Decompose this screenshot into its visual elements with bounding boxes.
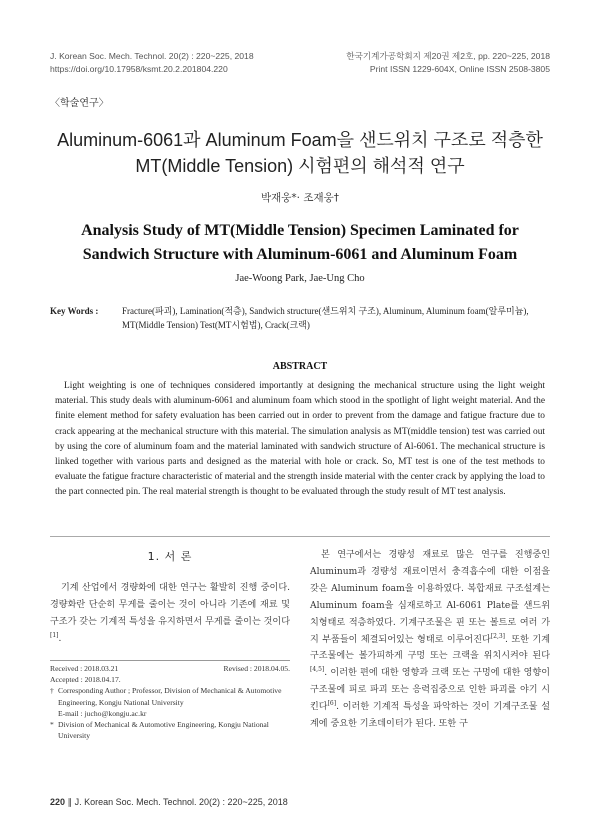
english-title-line2: Sandwich Structure with Aluminum-6061 and Aluminum Foam <box>82 246 518 263</box>
section-title: 1. 서 론 <box>147 550 193 563</box>
korean-authors: 박재웅*· 조재웅† <box>260 192 340 204</box>
footer-journal: J. Korean Soc. Mech. Technol. 20(2) : 220~225, 2018 <box>74 797 288 807</box>
right-text-1: 본 연구에서는 경량성 재료로 많은 연구를 진행중인 Aluminum과 경량성 재료이면서 충격흡수에 대한 이점을 갖은 Aluminum foam을 이용하였다. 복합재료 구조설계는 Aluminum foam을 심재로하고 Al-6061 Plate를 샌드위치형태로 적층하였다. 기계구조물은 핀 또는 볼트로 여러 가지 부품들이 체결되어있는 형태로 이루어진다 <box>310 550 550 645</box>
citation-ref-3: [6] <box>327 700 337 708</box>
email-address[interactable]: E-mail : jucho@kongju.ac.kr <box>58 708 147 718</box>
english-title-line1: Analysis Study of MT(Middle Tension) Specimen Laminated for <box>81 222 519 239</box>
running-header-left <box>50 50 254 76</box>
header-doi[interactable]: https://doi.org/10.17958/ksmt.20.2.201804.220 <box>50 64 228 74</box>
left-column <box>50 547 290 648</box>
revised-date: Revised : 2018.04.05. <box>223 664 290 673</box>
citation-ref-2: [4,5] <box>310 666 325 674</box>
section-divider <box>50 536 550 537</box>
keywords-text: Fracture(파괴), Lamination(적층), Sandwich structure(샌드위치 구조), Aluminum, Aluminum foam(알루미늄), MT(Middle Tension) Test(MT시험법), Crack(크랙) <box>122 306 529 330</box>
page-footer <box>50 797 288 808</box>
accepted-date: Accepted : 2018.04.17. <box>50 675 121 685</box>
intro-text: 기계 산업에서 경량화에 대한 연구는 활발히 진행 중이다. 경량화란 단순히 무게를 줄이는 것이 아니라 기존에 재료 및 구조가 갖는 기계적 특성을 유지하면서 무게를 줄이는 것이다 <box>50 582 290 627</box>
dagger-symbol: † <box>50 686 54 696</box>
citation-ref: [1] <box>50 631 59 639</box>
header-korean-citation: 한국기계가공학회지 제20권 제2호, pp. 220~225, 2018 <box>346 51 550 61</box>
keywords-label: Key Words : <box>50 306 99 316</box>
abstract-text: Light weighting is one of techniques considered importantly at designing the mechanical structure using the light weight material. This study deals with aluminum-6061 and aluminum foam which stood in the spotlight of light weight material. And the finite element method for safety evaluation has been carried out in order to prevent from the damage and fatigue fracture due to crack appearing at the mechanical structure with this material. The simulation analysis as MT(middle tension) test was carried out by using the core of aluminum foam and the material laminated with sandwich structure of Al-6061. The mechanical structure is linked together with various parts and designed as the material with hole or crack. So, MT test is one of the test methods to evaluate the fatigue fracture characteristic of material and the strength inside material with the center crack by applying the load to the part connected pin. The real material strength is thought to be evaluated through the study result of MT test analysis. <box>55 381 545 498</box>
right-text-4: . 이러한 기계적 특성을 파악하는 것이 기계구조물 설계에 중요한 기초데이터가 된다. 또한 구 <box>310 702 550 730</box>
coauthor-note <box>50 719 290 741</box>
footnotes <box>50 663 290 741</box>
keywords-block <box>50 304 550 332</box>
header-journal-citation: J. Korean Soc. Mech. Technol. 20(2) : 220~225, 2018 <box>50 51 254 61</box>
korean-title <box>40 127 560 179</box>
korean-title-line2: MT(Middle Tension) 시험편의 해석적 연구 <box>135 156 465 176</box>
asterisk-symbol: * <box>50 720 54 730</box>
right-text-2: . 또한 기계구조물에는 볼가피하게 구멍 또는 크랙을 위치시켜야 된다 <box>310 634 550 662</box>
running-header-right <box>346 50 550 76</box>
citation-ref-1: [2,3] <box>490 632 506 640</box>
right-column <box>310 547 550 733</box>
coauthor-affiliation: Division of Mechanical & Automotive Engineering, Kongju National University <box>58 720 269 741</box>
intro-text-end: . <box>58 633 62 644</box>
right-text-3: . 이러한 편에 대한 영향과 크랙 또는 구멍에 대한 영향이 구조물에 피로 파괴 또는 응력집중으로 인한 파괴를 야기 시킨다 <box>310 668 550 713</box>
abstract-heading: ABSTRACT <box>272 361 328 372</box>
received-date: Received : 2018.03.21 <box>50 664 119 673</box>
corresponding-author-affiliation: Corresponding Author ; Professor, Division of Mechanical & Automotive Engineering, Kongju National University <box>58 686 282 707</box>
footnote-dates <box>50 663 290 674</box>
article-category: 〈학술연구〉 <box>50 98 109 109</box>
footer-separator: ∥ <box>67 797 73 807</box>
header-issn: Print ISSN 1229-604X, Online ISSN 2508-3805 <box>369 64 550 74</box>
english-authors: Jae-Woong Park, Jae-Ung Cho <box>235 273 365 284</box>
intro-paragraph <box>50 580 290 648</box>
page-number: 220 <box>50 797 66 807</box>
footnote-divider <box>50 660 290 661</box>
right-paragraph <box>310 547 550 733</box>
korean-title-line1: Aluminum-6061과 Aluminum Foam을 샌드위치 구조로 적층한 <box>57 130 543 150</box>
corresponding-author-note <box>50 685 290 719</box>
english-title <box>40 219 560 267</box>
corresponding-author-text <box>58 685 290 719</box>
